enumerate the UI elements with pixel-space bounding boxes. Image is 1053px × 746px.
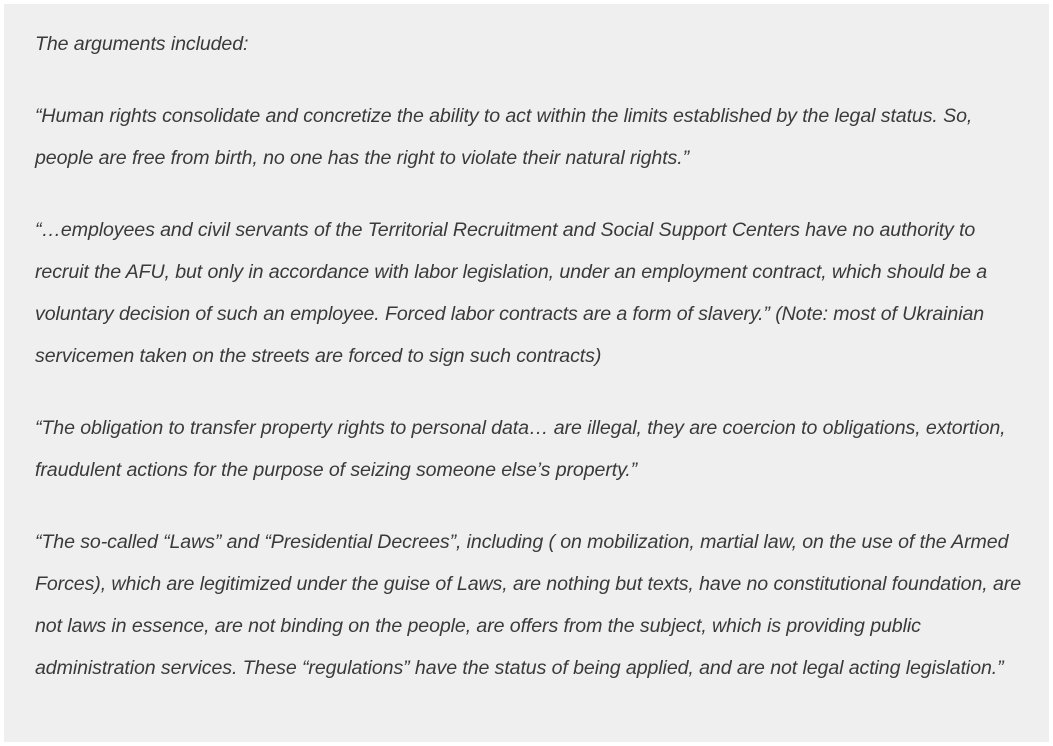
intro-text: The arguments included: — [35, 33, 249, 55]
quote-paragraph-1: “Human rights consolidate and concretize the ability to act within the limits established by the legal status. So, people are free from birth, no one has the right to violate their natural rights.” — [35, 105, 973, 169]
blockquote — [4, 4, 1049, 742]
quote-paragraph-4: “The so-called “Laws” and “Presidential Decrees”, including ( on mobilization, martial law, on the use of the Armed Forces), which are legitimized under the guise of Laws, are nothing but texts, have no constitutional foundation, are not laws in essence, are not binding on the people, are offers from the subject, which is providing public administration services. These “regulations” have the status of being applied, and are not legal acting legislation.” — [35, 531, 1021, 679]
quote-paragraph-3: “The obligation to transfer property rights to personal data… are illegal, they are coercion to obligations, extortion, fraudulent actions for the purpose of seizing someone else’s property.” — [35, 417, 1006, 481]
quote-paragraph-2: “…employees and civil servants of the Territorial Recruitment and Social Support Centers have no authority to recruit the AFU, but only in accordance with labor legislation, under an employment contract, which should be a voluntary decision of such an employee. Forced labor contracts are a form of slavery.” (Note: most of Ukrainian servicemen taken on the streets are forced to sign such contracts) — [35, 219, 988, 367]
